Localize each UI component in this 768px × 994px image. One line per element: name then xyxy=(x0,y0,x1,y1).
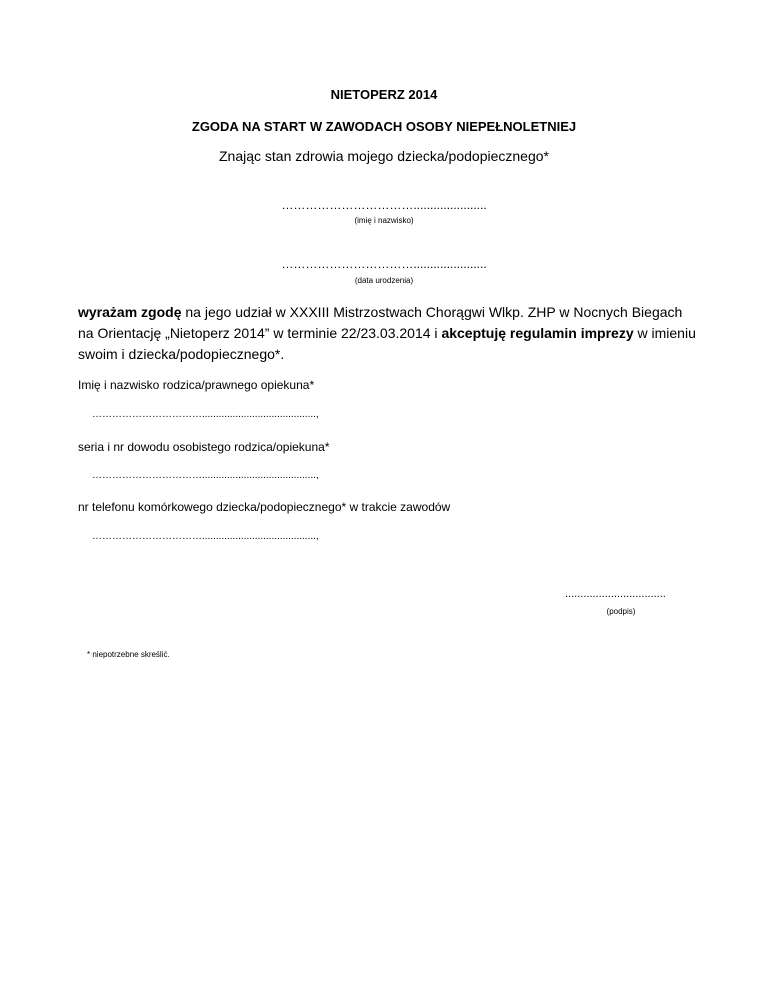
parent-name-field-line[interactable]: ……………………………........................................., xyxy=(92,409,319,420)
id-document-field-line[interactable]: ……………………………........................................., xyxy=(92,470,319,481)
consent-text-2: w imieniu swoim i dziecka/podopiecznego*. xyxy=(78,325,696,362)
id-document-label: seria i nr dowodu osobistego rodzica/opiekuna* xyxy=(78,440,330,454)
consent-text-1: na jego udział w XXXIII Mistrzostwach Chorągwi Wlkp. ZHP w Nocnych Biegach na Orientację „Nietoperz 2014” w terminie 22/23.03.2014 i xyxy=(78,304,683,341)
birth-date-caption: (data urodzenia) xyxy=(354,276,414,285)
birth-date-field-line[interactable]: ……………………………...................... xyxy=(281,257,487,271)
consent-bold-accept: akceptuję regulamin imprezy xyxy=(441,325,634,341)
event-title: NIETOPERZ 2014 xyxy=(330,87,438,102)
phone-number-label: nr telefonu komórkowego dziecka/podopiecznego* w trakcie zawodów xyxy=(78,500,451,514)
signature-caption: (podpis) xyxy=(606,607,636,616)
form-title: ZGODA NA START W ZAWODACH OSOBY NIEPEŁNOLETNIEJ xyxy=(191,119,577,134)
phone-number-field-line[interactable]: ……………………………........................................., xyxy=(92,531,319,542)
signature-field-line[interactable]: ................................. xyxy=(565,588,666,600)
child-name-caption: (imię i nazwisko) xyxy=(354,216,414,225)
intro-text: Znając stan zdrowia mojego dziecka/podopiecznego* xyxy=(219,148,549,164)
child-name-field-line[interactable]: ……………………………...................... xyxy=(281,198,487,212)
consent-bold-agree: wyrażam zgodę xyxy=(78,304,182,320)
consent-statement xyxy=(78,302,698,365)
footnote: * niepotrzebne skreślić. xyxy=(87,650,170,659)
parent-name-label: Imię i nazwisko rodzica/prawnego opiekuna* xyxy=(78,378,315,392)
